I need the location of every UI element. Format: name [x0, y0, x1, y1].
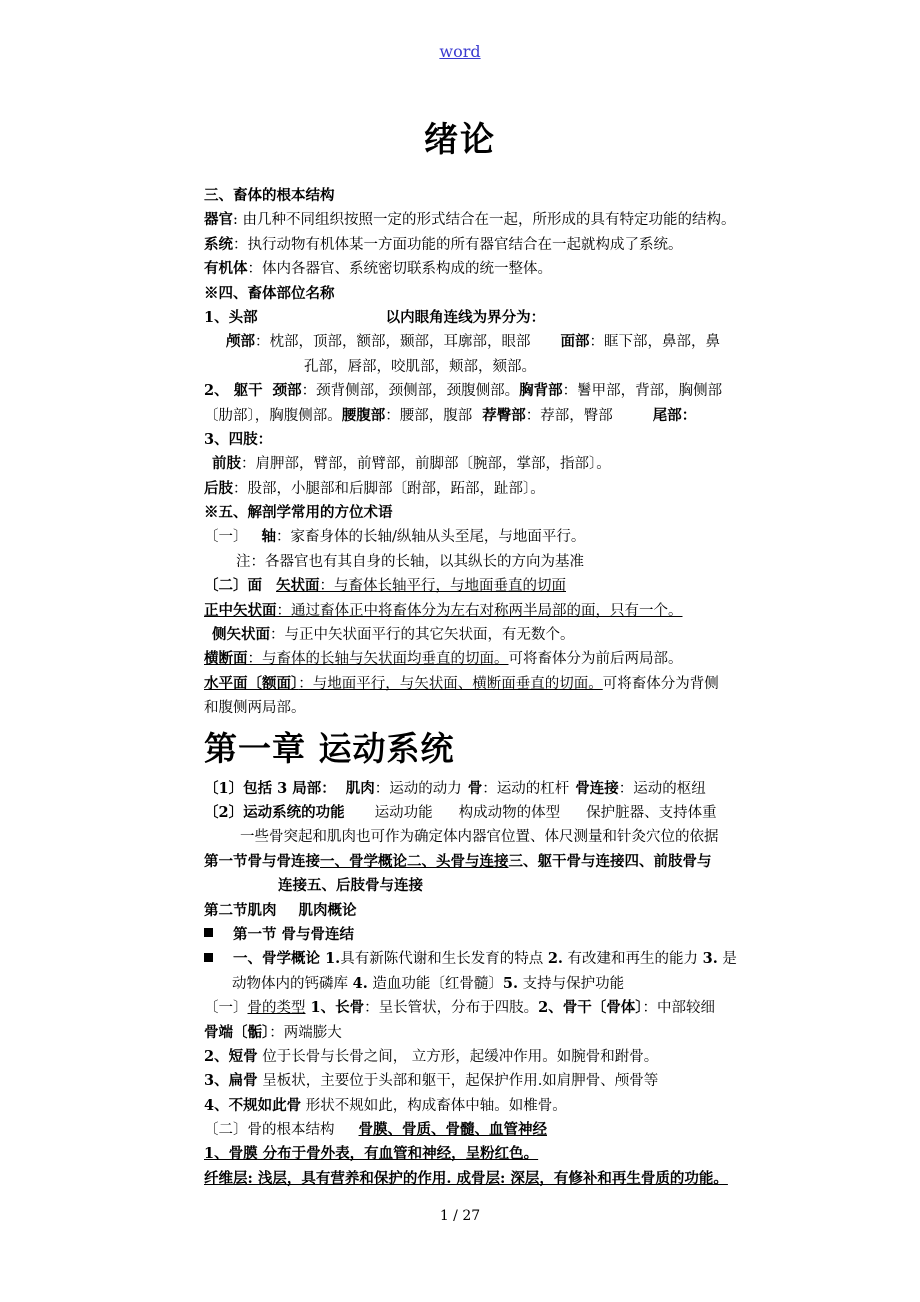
fiber-layer-line: 纤维层: 浅层，具有营养和保护的作用. 成骨层: 深层，有修补和再生骨质的功能。 — [204, 1169, 728, 1187]
forelimb-line: 前肢：肩胛部，臂部，前臂部，前脚部〔腕部，掌部，指部〕。 — [212, 455, 611, 473]
chapter-function-line-2: 一些骨突起和肌肉也可作为确定体内器官位置、体尺测量和针灸穴位的依据 — [240, 829, 719, 846]
chapter-parts-line: 〔1〕包括 3 局部： 肌肉：运动的动力 骨：运动的杠杆 骨连接：运动的枢纽 — [204, 779, 706, 797]
section-5-title: ※五、解剖学常用的方位术语 — [204, 504, 393, 522]
periosteum-line: 1、骨膜 分布于骨外表，有血管和神经，呈粉红色。 — [204, 1145, 539, 1163]
trunk-line-2: 〔肋部〕，胸腹侧部。腰腹部：腰部，腹部 荐臀部：荐部，臀部 尾部： — [204, 406, 697, 424]
bullet-1: 第一节 骨与骨连结 — [204, 923, 804, 947]
bullet-2: 一、骨学概论 1.具有新陈代谢和生长发育的特点 2. 有改建和再生的能力 3. 是 — [204, 947, 804, 971]
page-number: 1 / 27 — [439, 1208, 481, 1224]
irregular-bone-line: 4、不规如此骨 形状不规如此，构成畜体中轴。如椎骨。 — [204, 1096, 567, 1114]
horizontal-plane-line-2: 和腹侧两局部。 — [204, 700, 306, 717]
head-line: 1、头部 以内眼角连线为界分为： — [204, 308, 546, 326]
system-definition: 系统：执行动物有机体某一方面功能的所有器官结合在一起就构成了系统。 — [204, 235, 683, 253]
document-body — [204, 184, 804, 1191]
bone-end-line: 骨端〔骺〕：两端膨大 — [204, 1023, 342, 1041]
section-3-title: 三、畜体的根本结构 — [204, 187, 335, 204]
axis-note: 注：各器官也有其自身的长轴，以其纵长的方向为基准 — [236, 553, 584, 570]
lateral-plane-line: 侧矢状面：与正中矢状面平行的其它矢状面，有无数个。 — [212, 626, 575, 644]
transverse-plane-line: 横断面：与畜体的长轴与矢状面均垂直的切面。可将畜体分为前后两局部。 — [204, 650, 683, 668]
bullet-square-icon — [204, 928, 213, 937]
section-1-line-2: 连接五、后肢骨与连接 — [278, 877, 423, 895]
skull-line: 颅部：枕部，顶部，额部，颞部，耳廓部，眼部 面部：眶下部，鼻部，鼻 — [226, 333, 720, 351]
bullet-2-line-2: 动物体内的钙磷库 4. 造血功能〔红骨髓〕5. 支持与保护功能 — [232, 974, 625, 992]
page-header — [0, 42, 920, 61]
flat-bone-line: 3、扁骨 呈板状，主要位于头部和躯干，起保护作用.如肩胛骨、颅骨等 — [204, 1072, 659, 1090]
short-bone-line: 2、短骨 位于长骨与长骨之间， 立方形，起缓冲作用。如腕骨和跗骨。 — [204, 1047, 659, 1065]
face-line-2: 孔部，唇部，咬肌部，颊部，颏部。 — [304, 358, 536, 375]
bone-structure-line: 〔二〕骨的根本结构 骨膜、骨质、骨髓、血管神经 — [204, 1121, 547, 1139]
header-word-link[interactable]: word — [439, 42, 481, 61]
page-title: 绪论 — [424, 120, 496, 160]
axis-line: 〔一〕 轴：家畜身体的长轴/纵轴从头至尾，与地面平行。 — [204, 528, 586, 546]
plane-line: 〔二〕面 矢状面：与畜体长轴平行，与地面垂直的切面 — [204, 577, 566, 595]
hindlimb-line: 后肢：股部，小腿部和后脚部〔跗部，跖部，趾部〕。 — [204, 479, 545, 497]
limb-line: 3、四肢： — [204, 430, 273, 448]
section-2-line: 第二节肌肉 肌肉概论 — [204, 901, 357, 919]
organism-definition: 有机体：体内各器官、系统密切联系构成的统一整体。 — [204, 260, 552, 278]
trunk-line: 2、 躯干 颈部：颈背侧部，颈侧部，颈腹侧部。胸背部：鬐甲部，背部，胸侧部 — [204, 382, 723, 400]
chapter-function-line: 〔2〕运动系统的功能 运动功能 构成动物的体型 保护脏器、支持体重 — [204, 803, 717, 821]
organ-definition: 器官: 由几种不同组织按照一定的形式结合在一起，所形成的具有特定功能的结构。 — [204, 211, 736, 229]
section-1-line: 第一节骨与骨连接一、骨学概论二、头骨与连接三、躯干骨与连接四、前肢骨与 — [204, 852, 712, 870]
bullet-square-icon — [204, 953, 213, 962]
median-plane-line: 正中矢状面：通过畜体正中将畜体分为左右对称两半局部的面，只有一个。 — [204, 601, 683, 619]
horizontal-plane-line: 水平面〔额面〕：与地面平行，与矢状面、横断面垂直的切面。可将畜体分为背侧 — [204, 674, 719, 692]
bone-type-line: 〔一〕骨的类型 1、长骨：呈长管状，分布于四肢。2、骨干〔骨体〕：中部较细 — [204, 999, 715, 1017]
section-4-title: ※四、畜体部位名称 — [204, 284, 335, 302]
chapter-title: 第一章 运动系统 — [204, 728, 455, 768]
